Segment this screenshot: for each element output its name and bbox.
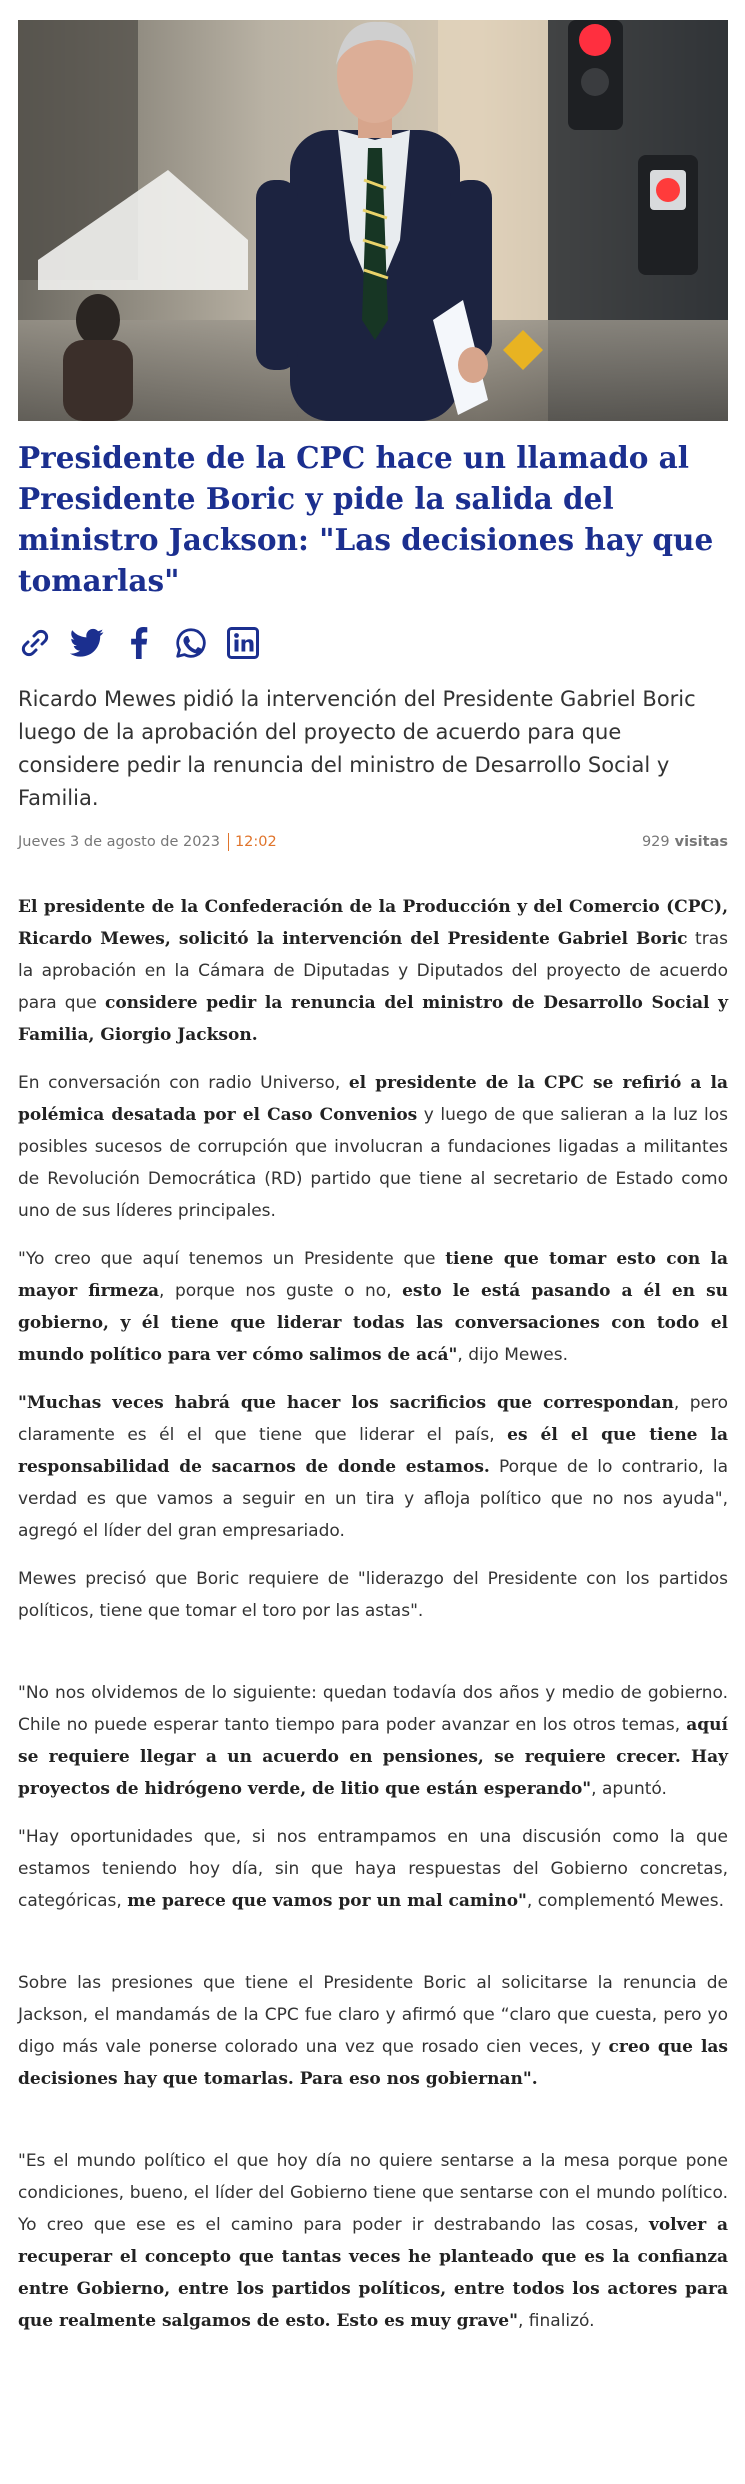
publish-date: Jueves 3 de agosto de 2023 [18, 834, 220, 850]
body-paragraph [18, 1243, 728, 1371]
paragraph-spacer [18, 1643, 728, 1677]
text-run: En conversación con radio Universo, [18, 1073, 349, 1093]
share-facebook-button[interactable] [122, 626, 156, 660]
publish-time: 12:02 [234, 834, 277, 850]
share-linkedin-button[interactable] [226, 626, 260, 660]
linkedin-icon [227, 627, 259, 659]
text-run: , complementó Mewes. [526, 1891, 725, 1911]
visit-counter [642, 834, 728, 850]
article-meta [18, 833, 728, 851]
visit-label: visitas [674, 834, 728, 850]
text-run: , finalizó. [517, 2311, 595, 2331]
share-bar [18, 623, 728, 663]
text-run: "Es el mundo político el que hoy día no quiere sentarse a la mesa porque pone condiciones, bueno, el líder del Gobierno tiene que sentarse con el mundo político. Yo creo que ese es el camino para poder ir destrabando las cosas, [18, 2151, 728, 2235]
body-paragraph [18, 1677, 728, 1805]
text-run: , dijo Mewes. [457, 1345, 568, 1365]
text-run: "Yo creo que aquí tenemos un Presidente que [18, 1249, 446, 1269]
publish-info [18, 833, 277, 851]
article-headline: Presidente de la CPC hace un llamado al Presidente Boric y pide la salida del ministro Jackson: "Las decisiones hay que tomarlas" [18, 440, 714, 598]
body-paragraph [18, 2145, 728, 2337]
bold-run: el presidente de la CPC se refirió a la polémica desatada por el Caso Convenios [18, 1073, 728, 1125]
body-paragraph [18, 1563, 728, 1627]
body-paragraph [18, 1067, 728, 1227]
share-link-button[interactable] [18, 626, 52, 660]
body-paragraph [18, 891, 728, 1051]
bold-run: volver a recuperar el concepto que tantas veces he planteado que es la confianza entre Gobierno, entre los partidos políticos, entre todos los actores para que realmente salgamos de esto. Esto es muy grave" [18, 2215, 728, 2331]
bold-run: me parece que vamos por un mal camino" [127, 1891, 527, 1911]
text-run: tras la aprobación en la Cámara de Diputadas y Diputados del proyecto de acuerdo para que [18, 929, 728, 1013]
text-run: "Hay oportunidades que, si nos entrampamos en una discusión como la que estamos teniendo hoy día, sin que haya respuestas del Gobierno concretas, categóricas, [18, 1827, 728, 1911]
text-run: , porque nos guste o no, [159, 1281, 403, 1301]
article-lead: Ricardo Mewes pidió la intervención del Presidente Gabriel Boric luego de la aprobación del proyecto de acuerdo para que considere pedir la renuncia del ministro de Desarrollo Social y Familia. [18, 687, 696, 810]
bold-run: aquí se requiere llegar a un acuerdo en pensiones, se requiere crecer. Hay proyectos de hidrógeno verde, de litio que están esperando" [18, 1715, 728, 1799]
hero-image [18, 20, 728, 421]
bold-run: El presidente de la Confederación de la Producción y del Comercio (CPC), Ricardo Mewes, solicitó la intervención del Presidente Gabriel Boric [18, 897, 728, 949]
hero-photo-illustration [18, 20, 728, 421]
text-run: , pero claramente es él el que tiene que liderar el país, [18, 1393, 728, 1445]
share-whatsapp-button[interactable] [174, 626, 208, 660]
twitter-icon [70, 628, 104, 658]
paragraph-spacer [18, 2111, 728, 2145]
bold-run: es él el que tiene la responsabilidad de sacarnos de donde estamos. [18, 1425, 728, 1477]
body-paragraph [18, 1821, 728, 1917]
visit-count: 929 [641, 834, 670, 850]
body-paragraph [18, 1967, 728, 2095]
bold-run: tiene que tomar esto con la mayor firmeza [18, 1249, 728, 1301]
article-body [18, 891, 728, 2337]
bold-run: "Muchas veces habrá que hacer los sacrificios que correspondan [18, 1393, 674, 1413]
text-run: Mewes precisó que Boric requiere de "liderazgo del Presidente con los partidos políticos, tiene que tomar el toro por las astas". [18, 1569, 728, 1621]
text-run: , apuntó. [591, 1779, 667, 1799]
bold-run: esto le está pasando a él en su gobierno, y él tiene que liderar todas las conversaciones con todo el mundo político para ver cómo salimos de acá" [18, 1281, 728, 1365]
meta-divider [228, 833, 229, 851]
bold-run: considere pedir la renuncia del ministro de Desarrollo Social y Familia, Giorgio Jackson. [18, 993, 729, 1045]
facebook-icon [129, 627, 149, 659]
whatsapp-icon [174, 626, 208, 660]
body-paragraph [18, 1387, 728, 1547]
article [18, 0, 728, 2337]
bold-run: creo que las decisiones hay que tomarlas. Para eso nos gobiernan". [18, 2037, 728, 2089]
text-run: Sobre las presiones que tiene el Presidente Boric al solicitarse la renuncia de Jackson, el mandamás de la CPC fue claro y afirmó que “claro que cuesta, pero yo digo más vale ponerse colorado una vez que rosado cien veces, y [18, 1973, 728, 2057]
text-run: Porque de lo contrario, la verdad es que vamos a seguir en un tira y afloja político que no nos ayuda", agregó el líder del gran empresariado. [18, 1457, 728, 1541]
share-twitter-button[interactable] [70, 626, 104, 660]
link-icon [19, 627, 51, 659]
text-run: y luego de que salieran a la luz los posibles sucesos de corrupción que involucran a fundaciones ligadas a militantes de Revolución Democrática (RD) partido que tiene al secretario de Estado como uno de sus líderes principales. [18, 1105, 728, 1221]
paragraph-spacer [18, 1933, 728, 1967]
text-run: "No nos olvidemos de lo siguiente: quedan todavía dos años y medio de gobierno. Chile no puede esperar tanto tiempo para poder avanzar en los otros temas, [18, 1683, 728, 1735]
